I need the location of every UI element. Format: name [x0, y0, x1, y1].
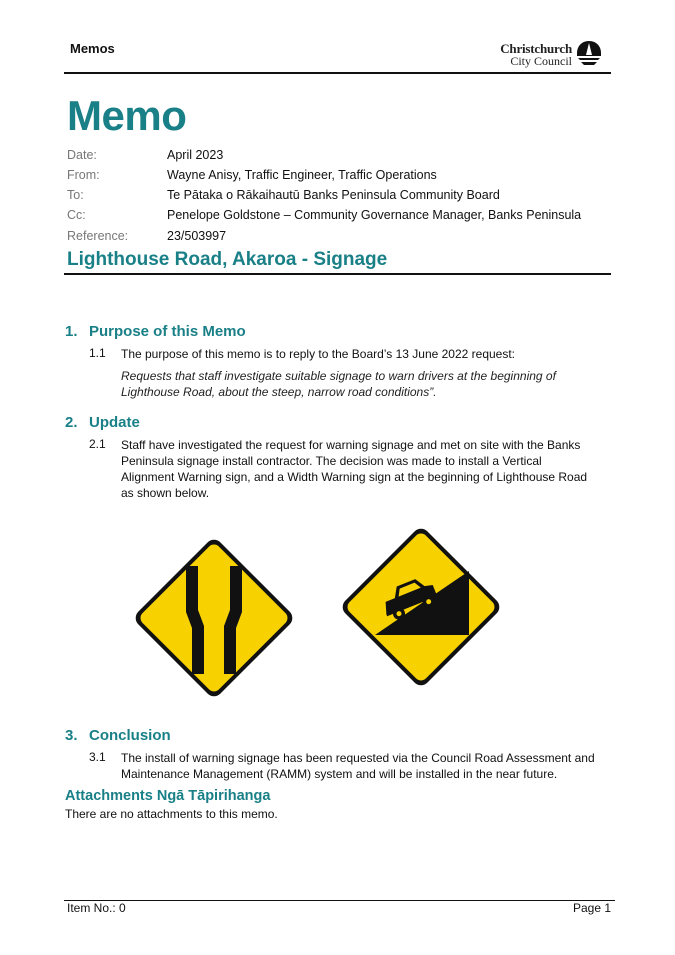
section-number: 1.	[65, 323, 78, 340]
meta-label-date: Date:	[67, 148, 97, 162]
paragraph-text: Staff have investigated the request for warning signage and met on site with the Banks Peninsula signage install contractor. The decision was made to install a Vertical Alignment Warning sign, and a Width Warning sign at the beginning of Lighthouse Road as shown below.	[121, 438, 588, 500]
vertical-alignment-warning-sign	[331, 517, 511, 697]
section-title-update: Update	[89, 414, 140, 431]
section-number: 2.	[65, 414, 78, 431]
meta-value-from: Wayne Anisy, Traffic Engineer, Traffic Operations	[167, 168, 437, 182]
meta-label-from: From:	[67, 168, 100, 182]
attachments-title: Attachments Ngā Tāpirihanga	[65, 788, 271, 804]
paragraph-text: The purpose of this memo is to reply to the Board’s 13 June 2022 request:	[121, 347, 516, 361]
meta-value-reference: 23/503997	[167, 229, 227, 243]
paragraph-number: 1.1	[89, 346, 106, 360]
meta-value-cc: Penelope Goldstone – Community Governance Manager, Banks Peninsula	[167, 208, 582, 222]
header-rule	[64, 72, 611, 74]
attachments-text: There are no attachments to this memo.	[65, 807, 278, 821]
council-logo	[498, 40, 602, 70]
paragraph-number: 3.1	[89, 750, 106, 764]
section-title-conclusion: Conclusion	[89, 727, 171, 744]
section-number: 3.	[65, 727, 78, 744]
logo-line2: City Council	[510, 54, 572, 68]
meta-label-cc: Cc:	[67, 208, 86, 222]
meta-value-date: April 2023	[167, 148, 224, 162]
footer-rule	[64, 900, 615, 901]
footer-page-number: Page 1	[573, 901, 612, 915]
logo-line1: Christchurch	[500, 41, 572, 56]
council-emblem-icon	[576, 40, 602, 68]
width-warning-sign	[124, 528, 304, 708]
section-title-purpose: Purpose of this Memo	[89, 323, 246, 340]
page-title: Memo	[67, 92, 187, 139]
subject-rule	[64, 273, 611, 275]
header-title: Memos	[70, 41, 115, 56]
footer-item-number: Item No.: 0	[67, 901, 126, 915]
meta-label-reference: Reference:	[67, 229, 129, 243]
meta-label-to: To:	[67, 188, 84, 202]
paragraph-number: 2.1	[89, 437, 106, 451]
meta-value-to: Te Pātaka o Rākaihautū Banks Peninsula Community Board	[167, 188, 500, 202]
memo-subject: Lighthouse Road, Akaroa - Signage	[67, 249, 388, 270]
paragraph-text: The install of warning signage has been requested via the Council Road Assessment and Maintenance Management (RAMM) system and will be installed in the near future.	[121, 751, 595, 781]
board-request-quote: Requests that staff investigate suitable signage to warn drivers at the beginning of Lighthouse Road, about the steep, narrow road conditions”.	[121, 369, 556, 399]
